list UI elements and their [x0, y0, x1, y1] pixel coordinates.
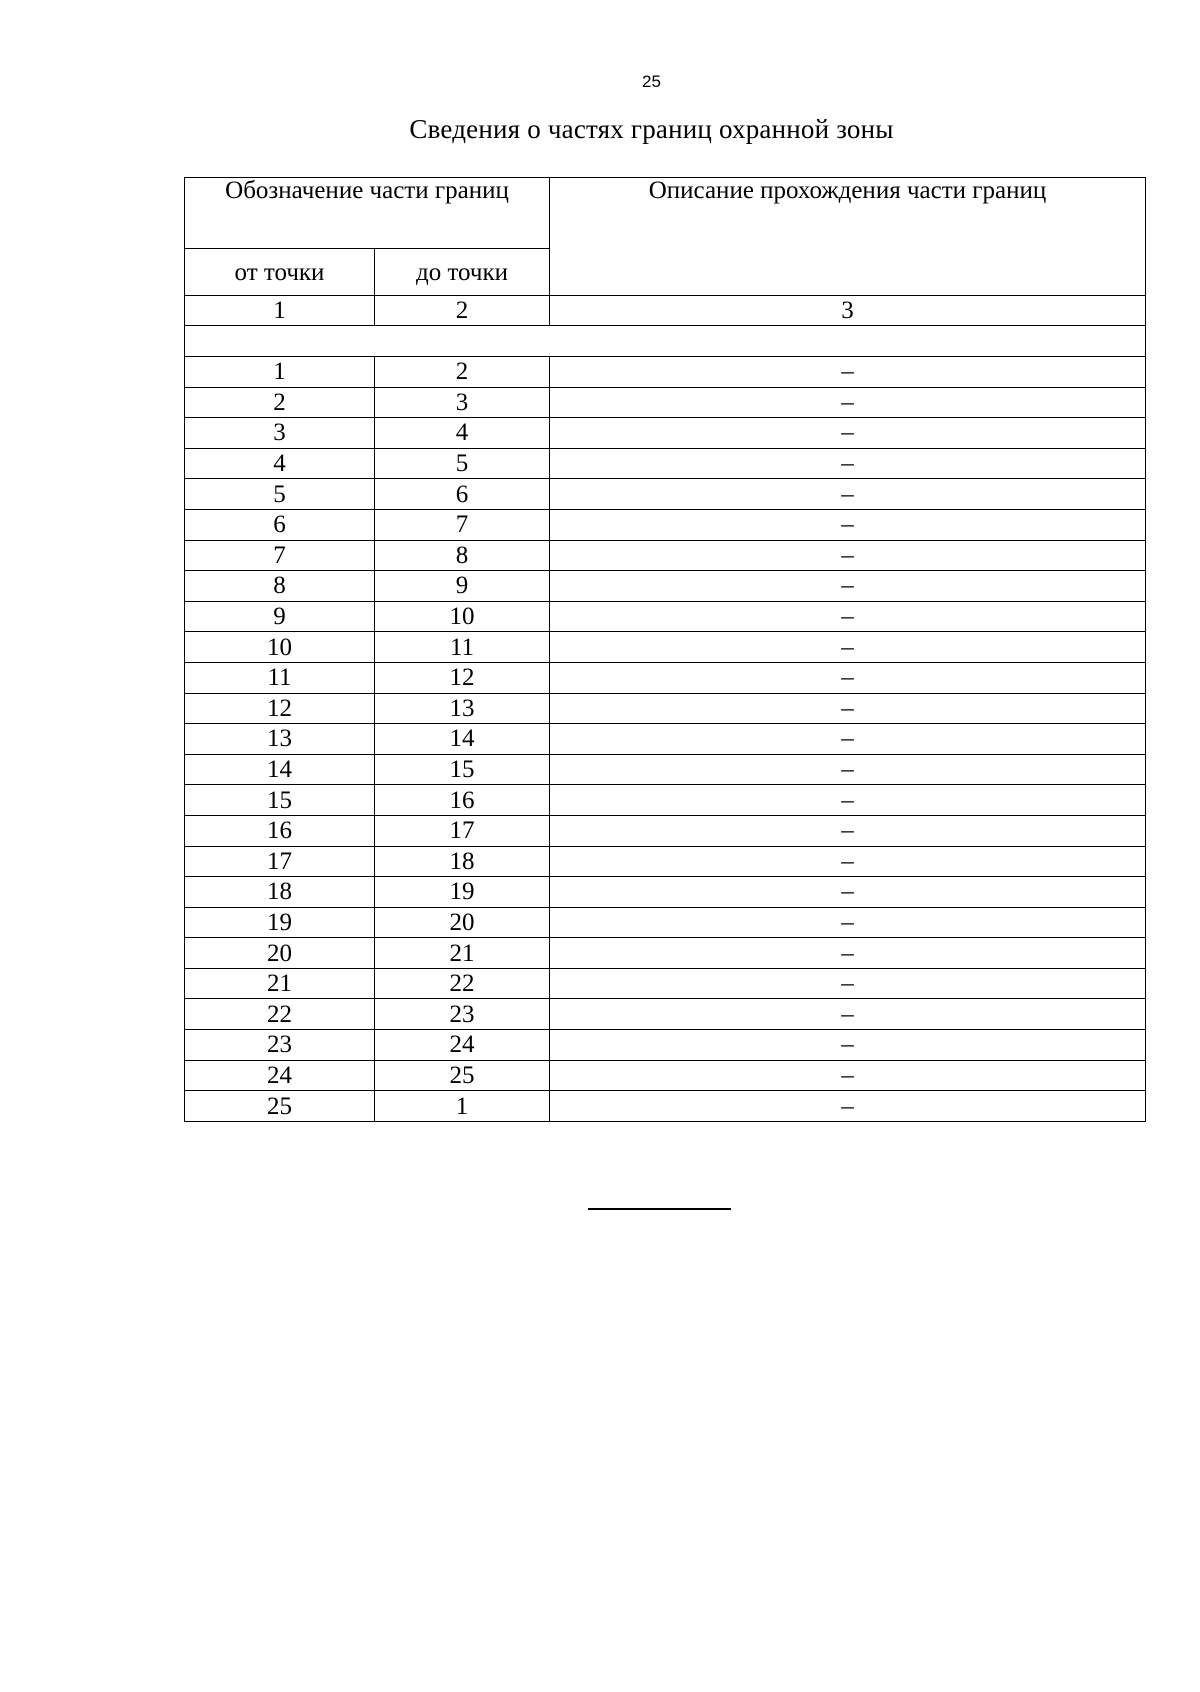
description-cell: –: [550, 387, 1146, 418]
description-cell: –: [550, 999, 1146, 1030]
description-cell: –: [550, 540, 1146, 571]
to-point-cell: 21: [375, 938, 550, 969]
description-cell: –: [550, 693, 1146, 724]
from-point-cell: 5: [185, 479, 375, 510]
to-point-cell: 13: [375, 693, 550, 724]
column-number-1: 1: [185, 296, 375, 326]
from-point-cell: 13: [185, 724, 375, 755]
table-row: [185, 907, 1146, 938]
table-row: [185, 999, 1146, 1030]
description-cell: –: [550, 601, 1146, 632]
table-row: [185, 1091, 1146, 1122]
from-point-cell: 3: [185, 418, 375, 449]
boundary-parts-table: [184, 177, 1146, 1122]
blank-cell: [185, 326, 1146, 357]
description-cell: –: [550, 1091, 1146, 1122]
to-point-cell: 6: [375, 479, 550, 510]
page-title: Сведения о частях границ охранной зоны: [409, 114, 894, 144]
table-row: [185, 724, 1146, 755]
description-cell: –: [550, 357, 1146, 388]
description-cell: –: [550, 938, 1146, 969]
table-row: [185, 754, 1146, 785]
from-point-cell: 16: [185, 815, 375, 846]
table-row: [185, 815, 1146, 846]
from-point-cell: 14: [185, 754, 375, 785]
table-row: [185, 693, 1146, 724]
from-point-cell: 17: [185, 846, 375, 877]
table-row: [185, 1030, 1146, 1061]
description-cell: –: [550, 877, 1146, 908]
from-point-cell: 2: [185, 387, 375, 418]
to-point-cell: 25: [375, 1060, 550, 1091]
to-point-cell: 24: [375, 1030, 550, 1061]
table-row: [185, 938, 1146, 969]
to-point-cell: 11: [375, 632, 550, 663]
description-cell: –: [550, 479, 1146, 510]
header-from-point: от точки: [185, 249, 375, 296]
column-number-3: 3: [550, 296, 1146, 326]
to-point-cell: 20: [375, 907, 550, 938]
closing-rule: [588, 1208, 731, 1210]
from-point-cell: 7: [185, 540, 375, 571]
from-point-cell: 12: [185, 693, 375, 724]
table-row: [185, 968, 1146, 999]
description-cell: –: [550, 968, 1146, 999]
table-row: [185, 357, 1146, 388]
to-point-cell: 17: [375, 815, 550, 846]
to-point-cell: 8: [375, 540, 550, 571]
table-row: [185, 448, 1146, 479]
description-cell: –: [550, 571, 1146, 602]
table-row: [185, 418, 1146, 449]
to-point-cell: 5: [375, 448, 550, 479]
to-point-cell: 9: [375, 571, 550, 602]
from-point-cell: 1: [185, 357, 375, 388]
description-cell: –: [550, 662, 1146, 693]
table-row: [185, 601, 1146, 632]
table-row: [185, 662, 1146, 693]
table-body: [185, 357, 1146, 1122]
from-point-cell: 23: [185, 1030, 375, 1061]
to-point-cell: 14: [375, 724, 550, 755]
table-row: [185, 571, 1146, 602]
to-point-cell: 15: [375, 754, 550, 785]
header-to-point: до точки: [375, 249, 550, 296]
from-point-cell: 9: [185, 601, 375, 632]
blank-row: [185, 326, 1146, 357]
to-point-cell: 18: [375, 846, 550, 877]
to-point-cell: 7: [375, 509, 550, 540]
to-point-cell: 12: [375, 662, 550, 693]
to-point-cell: 23: [375, 999, 550, 1030]
to-point-cell: 16: [375, 785, 550, 816]
from-point-cell: 19: [185, 907, 375, 938]
table-row: [185, 785, 1146, 816]
description-cell: –: [550, 418, 1146, 449]
description-cell: –: [550, 815, 1146, 846]
table-row: [185, 1060, 1146, 1091]
to-point-cell: 3: [375, 387, 550, 418]
to-point-cell: 2: [375, 357, 550, 388]
description-cell: –: [550, 1060, 1146, 1091]
table-row: [185, 540, 1146, 571]
description-cell: –: [550, 509, 1146, 540]
from-point-cell: 21: [185, 968, 375, 999]
header-row-main: [185, 178, 1146, 249]
page-number: 25: [642, 72, 661, 91]
from-point-cell: 15: [185, 785, 375, 816]
description-cell: –: [550, 1030, 1146, 1061]
from-point-cell: 24: [185, 1060, 375, 1091]
to-point-cell: 19: [375, 877, 550, 908]
table-row: [185, 632, 1146, 663]
table-row: [185, 877, 1146, 908]
from-point-cell: 6: [185, 509, 375, 540]
table-row: [185, 509, 1146, 540]
description-cell: –: [550, 448, 1146, 479]
header-designation: Обозначение части границ: [185, 178, 550, 249]
column-number-row: [185, 296, 1146, 326]
description-cell: –: [550, 907, 1146, 938]
to-point-cell: 4: [375, 418, 550, 449]
from-point-cell: 22: [185, 999, 375, 1030]
description-cell: –: [550, 724, 1146, 755]
from-point-cell: 20: [185, 938, 375, 969]
to-point-cell: 22: [375, 968, 550, 999]
description-cell: –: [550, 785, 1146, 816]
from-point-cell: 10: [185, 632, 375, 663]
description-cell: –: [550, 754, 1146, 785]
column-number-2: 2: [375, 296, 550, 326]
table-header: [185, 178, 1146, 357]
from-point-cell: 18: [185, 877, 375, 908]
from-point-cell: 11: [185, 662, 375, 693]
description-cell: –: [550, 846, 1146, 877]
to-point-cell: 10: [375, 601, 550, 632]
header-description: Описание прохождения части границ: [550, 178, 1146, 296]
table-row: [185, 479, 1146, 510]
table-row: [185, 387, 1146, 418]
from-point-cell: 25: [185, 1091, 375, 1122]
from-point-cell: 8: [185, 571, 375, 602]
from-point-cell: 4: [185, 448, 375, 479]
to-point-cell: 1: [375, 1091, 550, 1122]
description-cell: –: [550, 632, 1146, 663]
table-row: [185, 846, 1146, 877]
